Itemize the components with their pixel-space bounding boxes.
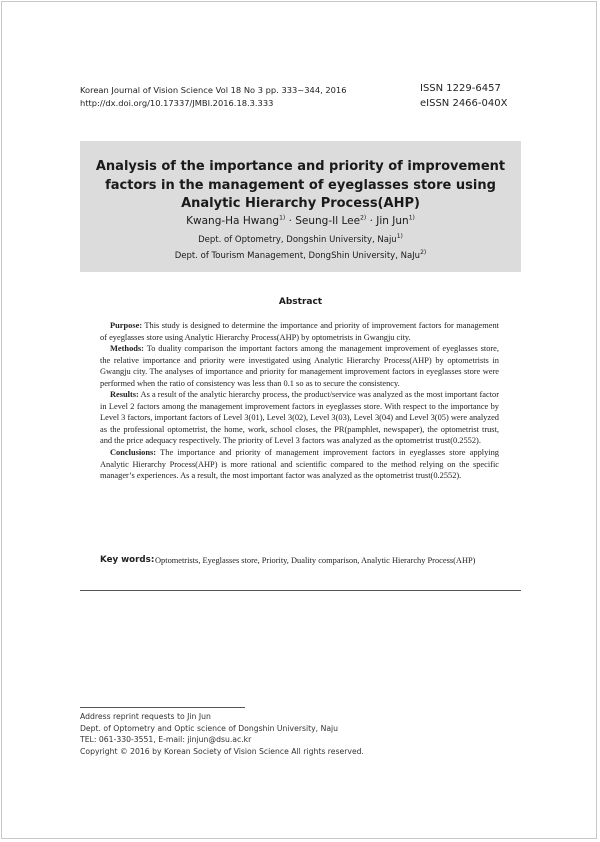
methods-label: Methods: [110, 344, 144, 354]
title-line-2: factors in the management of eyeglasses store using [105, 177, 496, 193]
author-3: Jin Jun [376, 215, 409, 227]
affiliation-1 [80, 234, 521, 246]
keywords-block [100, 555, 499, 567]
affiliation-1-text: Dept. of Optometry, Dongshin University, Naju [198, 235, 397, 245]
conclusions-text: The importance and priority of management improvement factors in eyeglasses store applying Analytic Hierarchy Process(AHP) is more rational and scientific compared to the method relying on the specific manager’s experiences. As a result, the most important factor was analyzed as the optometrist trust(0.2552). [100, 448, 499, 481]
purpose-text: This study is designed to determine the importance and priority of improvement factors for management of eyeglasses store using Analytic Hierarchy Process(AHP) by optometrists in Gwangju city. [100, 321, 499, 342]
author-2: Seung-Il Lee [295, 215, 361, 227]
abstract-heading: Abstract [278, 297, 323, 307]
results-text: As a result of the analytic hierarchy process, the product/service was analyzed as the most important factor in Level 2 factors among the management improvement factors in eyeglasses store. With respect to the importance by Level 3 factors, important factors of Level 3(01), Level 3(02), Level 3(03), Level 3(04) and Level 3(05) were analyzed as the professional optometrist, the home, work, school closes, the PR(pamphlet, newspaper), the optometrist trust, and the price adequacy respectively. The priority of Level 3 factors was analyzed as the optometrist trust(0.2552). [100, 390, 499, 446]
author-1: Kwang-Ha Hwang [186, 215, 280, 227]
section-divider [80, 590, 521, 591]
paper-title [80, 158, 521, 214]
abstract-purpose [100, 320, 499, 343]
methods-text: To duality comparison the important factors among the management improvement of eyeglasses store, the relative importance and priority were investigated using Analytic Hierarchy Process(AHP) by optometrists in Gwangju city. The analyses of importance and priority for management improvement factors in eyeglasses store were performed when the ratio of consistency was less than 0.1 so as to secure the consistency. [100, 344, 499, 388]
abstract-conclusions [100, 447, 499, 482]
eissn: eISSN 2466-040X [420, 97, 508, 109]
affiliation-2 [80, 250, 521, 262]
footnote-line-3: TEL: 061-330-3551, E-mail: jinjun@dsu.ac.kr [80, 735, 252, 744]
affiliation-2-text: Dept. of Tourism Management, DongShin University, NaJu [174, 251, 421, 261]
affiliation-2-mark: 2) [420, 249, 427, 257]
keywords-text: Optometrists, Eyeglasses store, Priority, Duality comparison, Analytic Hierarchy Process(AHP) [155, 556, 476, 565]
keywords-label: Key words: [100, 555, 155, 565]
abstract-body [100, 320, 499, 482]
journal-header [80, 84, 400, 109]
copyright-line: Copyright © 2016 by Korean Society of Vision Science All rights reserved. [80, 746, 364, 756]
conclusions-label: Conclusions: [110, 448, 157, 458]
abstract-results [100, 389, 499, 447]
title-line-3: Analytic Hierarchy Process(AHP) [181, 196, 420, 211]
issn-block [420, 82, 530, 111]
doi-link[interactable]: http://dx.doi.org/10.17337/JMBI.2016.18.3.333 [80, 97, 274, 108]
journal-citation: Korean Journal of Vision Science Vol 18 No 3 pp. 333~344, 2016 [80, 85, 347, 95]
footnote-divider [80, 707, 245, 708]
footnote-line-2: Dept. of Optometry and Optic science of Dongshin University, Naju [80, 723, 339, 733]
author-list [80, 214, 521, 228]
author-3-mark: 1) [408, 214, 415, 222]
abstract-methods [100, 343, 499, 389]
affiliation-1-mark: 1) [396, 233, 403, 241]
author-separator: · [366, 215, 377, 227]
author-2-mark: 2) [360, 214, 367, 222]
footnote-line-1: Address reprint requests to Jin Jun [80, 712, 211, 721]
author-1-mark: 1) [279, 214, 286, 222]
title-box [80, 141, 521, 272]
title-line-1: Analysis of the importance and priority of improvement [95, 159, 506, 174]
issn: ISSN 1229-6457 [420, 83, 501, 94]
results-label: Results: [110, 390, 139, 400]
correspondence-footnote [80, 711, 480, 757]
purpose-label: Purpose: [110, 321, 143, 330]
author-separator: · [285, 215, 296, 227]
